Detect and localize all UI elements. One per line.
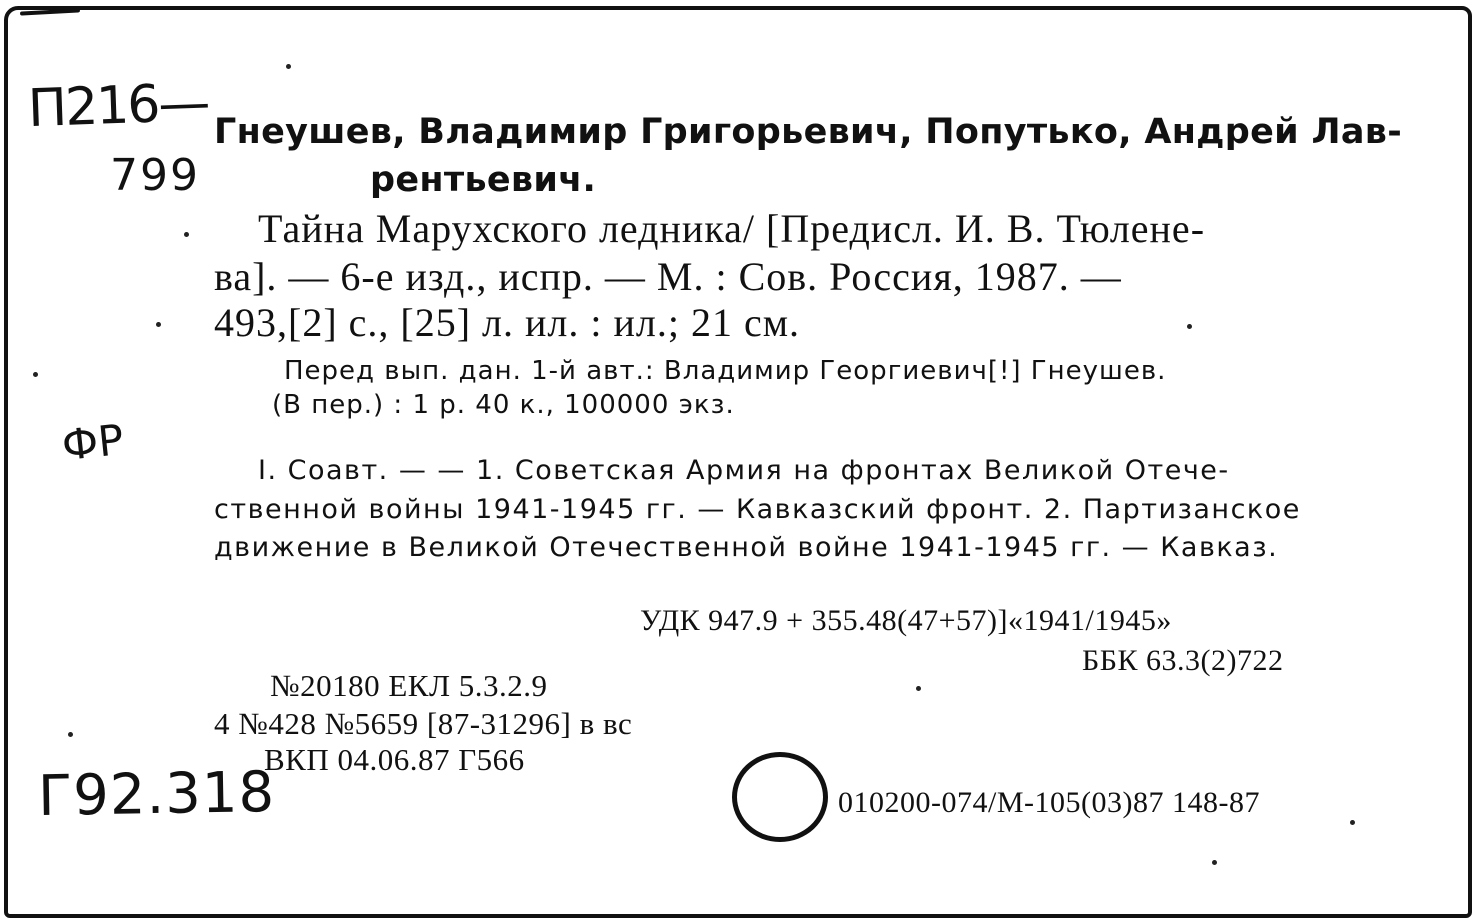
title-line-2: ва]. — 6-е изд., испр. — М. : Сов. Россия, 1987. — — [214, 254, 1122, 299]
title-line-3: 493,[2] с., [25] л. ил. : ил.; 21 см. — [214, 300, 801, 345]
scan-speck — [184, 232, 189, 237]
scan-speck — [1350, 820, 1355, 825]
author-line-1: Гнеушев, Владимир Григорьевич, Попутько, Андрей Лав- — [214, 112, 1403, 152]
vkp-line: ВКП 04.06.87 Г566 — [264, 742, 525, 777]
note-line-1: Перед вып. дан. 1-й авт.: Владимир Георгиевич[!] Гнеушев. — [284, 356, 1167, 386]
scan-speck — [68, 732, 73, 737]
scan-speck — [33, 372, 38, 377]
scan-speck — [916, 686, 921, 691]
handwritten-shelfmark-top: П216— — [27, 72, 210, 140]
handwritten-shelfmark-lower: Г92.318 — [37, 759, 276, 830]
title-line-1: Тайна Марухского ледника/ [Предисл. И. В. Тюлене- — [258, 206, 1206, 251]
scan-speck — [1212, 860, 1217, 865]
catalog-code-line: 010200-074/М-105(03)87 148-87 — [838, 786, 1260, 819]
scan-speck — [286, 64, 291, 69]
scan-speck — [156, 322, 161, 327]
subjects-line-2: ственной войны 1941-1945 гг. — Кавказский фронт. 2. Партизанское — [214, 494, 1301, 525]
subjects-line-3: движение в Великой Отечественной войне 1941-1945 гг. — Кавказ. — [214, 532, 1279, 563]
order-line: 4 №428 №5659 [87-31296] в вс — [214, 706, 633, 741]
udk-classification: УДК 947.9 + 355.48(47+57)]«1941/1945» — [640, 604, 1172, 637]
circle-mark — [732, 752, 828, 842]
record-number: №20180 ЕКЛ 5.3.2.9 — [270, 668, 548, 703]
bbk-classification: ББК 63.3(2)722 — [1082, 644, 1284, 677]
note-line-2: (В пер.) : 1 р. 40 к., 100000 экз. — [272, 390, 735, 420]
handwritten-mark-middle: ФР — [59, 414, 126, 471]
subjects-line-1: I. Соавт. — — 1. Советская Армия на фронтах Великой Отече- — [258, 455, 1230, 486]
author-line-2: рентьевич. — [370, 160, 597, 200]
scan-speck — [1187, 324, 1192, 329]
handwritten-shelfmark-bottom: 799 — [110, 150, 200, 201]
